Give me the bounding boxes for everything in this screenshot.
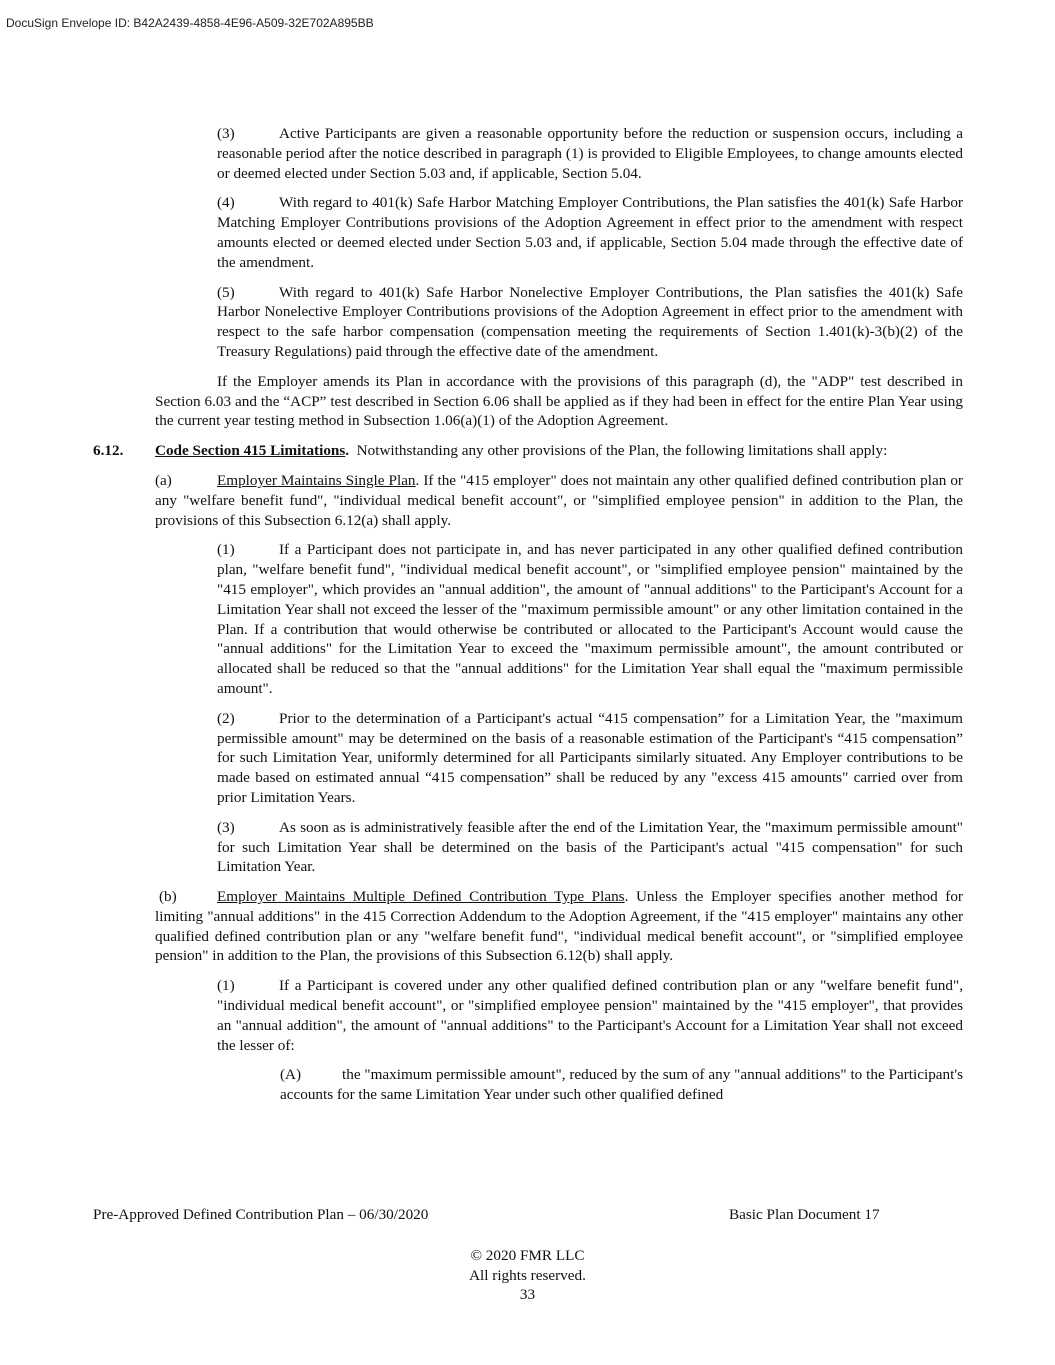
paragraph-label: (5): [217, 283, 235, 301]
paragraph-3: [217, 124, 963, 183]
footer-document-name: Basic Plan Document 17: [729, 1206, 880, 1223]
page-number: 33: [519, 1286, 536, 1303]
section-text: Notwithstanding any other provisions of the Plan, the following limitations shall apply:: [356, 442, 888, 460]
paragraph-employer-amends: If the Employer amends its Plan in accordance with the provisions of this paragraph (d), the "ADP" test described in Section 6.03 and the “ACP” test described in Section 6.06 shall be applied as if they had been in effect for the entire Plan Year using the current year testing method in Subsection 1.06(a)(1) of the Adoption Agreement.: [155, 372, 963, 430]
subsection-label: (a): [155, 471, 172, 489]
paragraph-label: (1): [217, 541, 235, 559]
footer-copyright-block: [0, 1246, 1055, 1305]
section-6-12: [93, 441, 963, 461]
subsection-a-1: [217, 540, 963, 698]
paragraph-label: (3): [217, 818, 235, 836]
footer-plan-name: Pre-Approved Defined Contribution Plan – 06/30/2020: [93, 1206, 429, 1223]
subsection-a-3: [217, 818, 963, 877]
paragraph-label: (2): [217, 709, 235, 727]
subsection-a: [155, 471, 963, 530]
subsection-text: . If the "415 employer" does not maintain any other qualified defined contribution plan or any "welfare benefit fund", "individual medical benefit account", or "simplified employee pension" in addition to the Plan, the provisions of this Subsection 6.12(a) shall apply.: [155, 471, 963, 529]
subsection-title: Employer Maintains Single Plan: [217, 471, 416, 489]
subsection-a-2: [217, 709, 963, 808]
section-title: Code Section 415 Limitations: [155, 442, 346, 460]
subsection-b-1-A: [280, 1065, 963, 1105]
copyright: © 2020 FMR LLC: [470, 1247, 585, 1264]
paragraph-text: With regard to 401(k) Safe Harbor Matching Employer Contributions, the Plan satisfies the 401(k) Safe Harbor Matching Employer Contributions provisions of the Adoption Agreement in effect prior to the amendment with respect amounts elected or deemed elected under Section 5.03 and, if applicable, Section 5.04 made through the effective date of the amendment.: [217, 194, 963, 271]
paragraph-text: With regard to 401(k) Safe Harbor Nonelective Employer Contributions, the Plan satisfies the 401(k) Safe Harbor Nonelective Employer Contributions provisions of the Adoption Agreement in effect prior to the amendment with respect to the safe harbor compensation (compensation meeting the requirements of Section 1.401(k)-3(b)(2) of the Treasury Regulations) paid through the effective date of the amendment.: [217, 283, 963, 360]
section-number: 6.12.: [93, 442, 124, 460]
paragraph-text: As soon as is administratively feasible after the end of the Limitation Year, the "maximum permissible amount" for such Limitation Year shall be determined on the basis of the Participant's actual "415 compensation" for such Limitation Year.: [217, 818, 963, 876]
subsection-title: Employer Maintains Multiple Defined Contribution Type Plans: [217, 888, 625, 906]
rights-reserved: All rights reserved.: [469, 1266, 586, 1284]
paragraph-4: [217, 193, 963, 272]
paragraph-text: Prior to the determination of a Participant's actual “415 compensation” for a Limitation Year, the "maximum permissible amount" may be determined on the basis of a reasonable estimation of the Participant's “415 compensation” for such Limitation Year, uniformly determined for all Participants similarly situated. Any Employer contributions to be made based on estimated annual “415 compensation” shall be reduced by any "excess 415 amounts" carried over from prior Limitation Years.: [217, 709, 963, 806]
paragraph-text: If a Participant does not participate in, and has never participated in any other qualified defined contribution plan, "welfare benefit fund", "individual medical benefit account", or "simplified employee pension" maintained by the "415 employer", which provides an "annual addition", the amount of "annual additions" to the Participant's Account for a Limitation Year shall not exceed the lesser of the "maximum permissible amount" or any other limitation contained in the Plan. If a contribution that would otherwise be contributed or allocated to the Participant's Account would cause the "annual additions" for the Limitation Year to exceed the "maximum permissible amount", the amount contributed or allocated shall be reduced so that the "annual additions" for the Limitation Year shall equal the "maximum permissible amount".: [217, 541, 963, 697]
paragraph-text: If a Participant is covered under any other qualified defined contribution plan or any "welfare benefit fund", "individual medical benefit account", or "simplified employee pension" maintained by the "415 employer", that provides an "annual addition", the amount of "annual additions" to the Participant's Account for a Limitation Year shall not exceed the lesser of:: [217, 977, 963, 1054]
subsection-b: [155, 887, 963, 966]
section-title-punct: .: [345, 442, 350, 460]
subsection-text: . Unless the Employer specifies another method for limiting "annual additions" in the 415 Correction Addendum to the Adoption Agreement, if the "415 employer" maintains any other qualified defined contribution plan or any "welfare benefit fund", "individual medical benefit account", or "simplified employee pension" in addition to the Plan, the provisions of this Subsection 6.12(b) shall apply.: [155, 888, 963, 965]
docusign-envelope-id: DocuSign Envelope ID: B42A2439-4858-4E96-A509-32E702A895BB: [6, 16, 374, 30]
paragraph-label: (1): [217, 977, 235, 995]
subsection-label: (b): [159, 888, 177, 906]
paragraph-text: Active Participants are given a reasonable opportunity before the reduction or suspension occurs, including a reasonable period after the notice described in paragraph (1) is provided to Eligible Employees, to change amounts elected or deemed elected under Section 5.03 and, if applicable, Section 5.04.: [217, 125, 963, 182]
paragraph-label: (4): [217, 194, 235, 212]
subsection-b-1: [217, 976, 963, 1055]
paragraph-5: [217, 283, 963, 362]
document-body: [93, 124, 963, 1115]
paragraph-label: (3): [217, 125, 235, 142]
paragraph-text: the "maximum permissible amount", reduced by the sum of any "annual additions" to the Participant's accounts for the same Limitation Year under such other qualified defined: [280, 1066, 963, 1104]
paragraph-label: (A): [280, 1066, 302, 1084]
